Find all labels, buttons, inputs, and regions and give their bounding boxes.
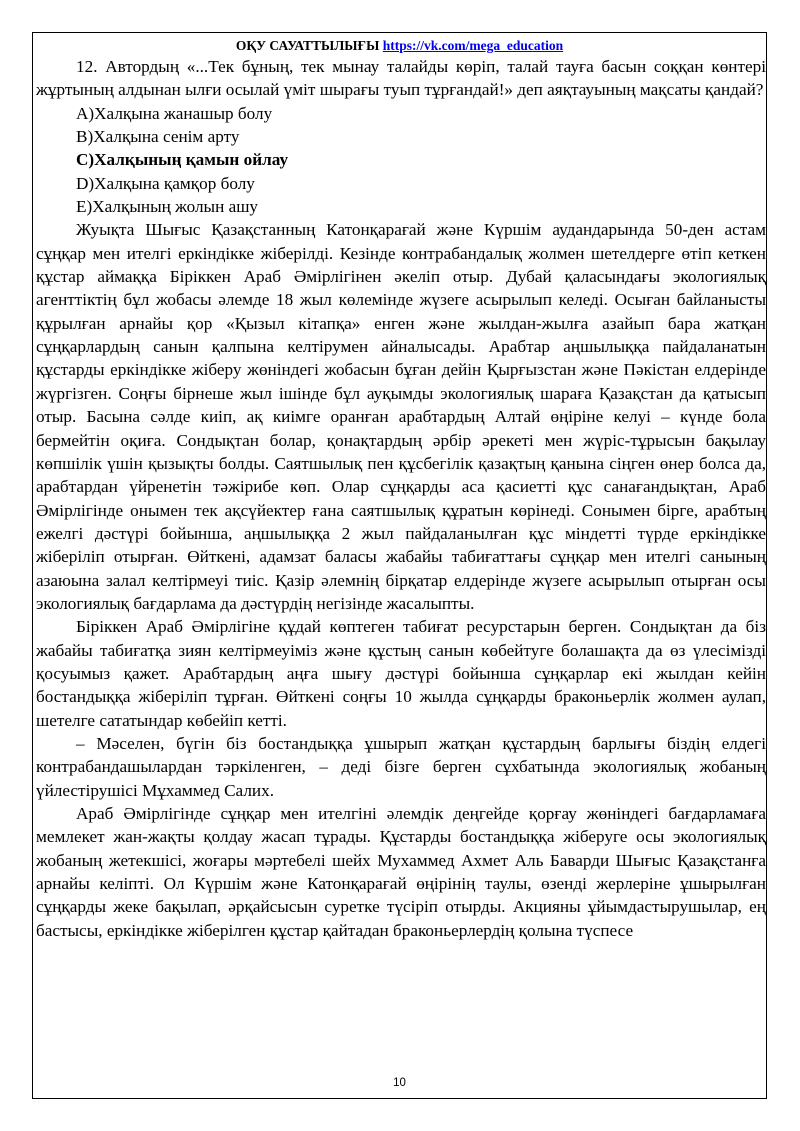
- header-title: ОҚУ САУАТТЫЛЫҒЫ: [235, 38, 380, 53]
- paragraph-3: – Мәселен, бүгін біз бостандыққа ұшырып жатқан құстардың барлығы біздің елдегі контрабандашылардан тәркіленген, – деді бізге берген сұхбатында экологиялық жобаның үйлестірушісі Мұхаммед Салих.: [36, 733, 766, 800]
- header-link[interactable]: https://vk.com/mega_education: [382, 38, 564, 53]
- paragraph-4: Араб Әмірлігінде сұңқар мен ителгіні әлемдік деңгейде қорғау жөніндегі бағдарламаға мемлекет жан-жақты қолдау жасап тұрады. Құстарды бостандыққа жіберуге осы экологиялық жобаның жетекшісі, жоғары мәртебелі шейх Мухаммед Ахмет Аль Баварди Шығыс Қазақстанға арнайы келіпті. Ол Күршім және Катонқарағай өңірінің таулы, өзенді жерлеріне ұшырылған сұңқарды жеке бақылап, әрқайсысын суретке түсіріп отырды. Акцияны ұйымдастырушылар, ең бастысы, еркіндікке жіберілген құстар қайтадан браконьерлердің қолына түспесе: [36, 804, 766, 940]
- page-header: [32, 38, 767, 54]
- paragraph-2: Біріккен Араб Әмірлігіне құдай көптеген табиғат ресурстарын берген. Сондықтан да біз жабайы табиғатқа зиян келтірмеуіміз және құстың санын көбейтуге болашақта да өз үлесімізді қосуымыз қажет. Арабтардың аңға шығу дәстүрі бойынша сұңқарлар екі жылдан кейін бостандыққа жіберіліп тұрған. Өйткені соңғы 10 жылда сұңқарды браконьерлік жолмен аулап, шетелге сататындар көбейіп кетті.: [36, 617, 766, 730]
- paragraph-1: Жуықта Шығыс Қазақстанның Катонқарағай және Күршім аудандарында 50-ден астам сұңқар мен ителгі еркіндікке жіберілді. Кезінде контрабандалық жолмен шетелдерге өтіп кеткен құстар аймаққа Біріккен Араб Әмірлігінен әкеліп отыр. Дубай қаласындағы экологиялық агенттіктің бұл жобасы әлемде 18 жыл көлемінде жүзеге асырылып келеді. Осыған байланысты құрылған арнайы қор «Қызыл кітапқа» енген және жылдан-жылға азайып бара жатқан сұңқарлардың санын қалпына келтірумен айналысады. Арабтар аңшылыққа пайдаланатын құстарды еркіндікке жіберу жөніндегі жобасын бұған дейін Қырғызстан және Пәкістан елдерінде жүргізген. Соңғы бірнеше жыл ішінде бұл ауқымды экологиялық шараға Қазақстан да қатысып отыр. Басына сәлде киіп, ақ киімге оранған арабтардың Алтай өңіріне келуі – күнде бола бермейтін оқиға. Сондықтан болар, қонақтардың әрбір әрекеті мен жүріс-тұрысын бақылау көпшілік үшін қызықты болды. Саятшылық пен құсбегілік қазақтың қанына сіңген өнер болса да, арабтардан үйренетін тәжірибе көп. Олар сұңқарды аса қасиетті құс санағандықтан, Араб Әмірлігінде онымен тек ақсүйектер ғана саятшылық құратын көрінеді. Сонымен бірге, арабтың ежелгі дәстүрі бойынша, аңшылыққа 2 жыл пайдаланылған құс міндетті түрде еркіндікке жіберіліп отырған. Өйткені, адамзат баласы жабайы табиғаттағы сұңқар мен ителгі санының азаюына залал келтірмеуі тиіс. Қазір әлемнің бірқатар елдерінде жүзеге асырылып отырған осы экологиялық бағдарлама да дәстүрдің негізінде жасалыпты.: [36, 220, 766, 613]
- option-e: Е)Халқының жолын ашу: [76, 197, 259, 217]
- option-b: В)Халқына сенім арту: [76, 127, 240, 147]
- document-body: [36, 55, 766, 942]
- question-text: 12. Автордың «...Тек бұның, тек мынау талайды көріп, талай тауға басын соққан көнтері жұртының алдынан ылғи осылай үміт шырағы туып тұрғандай!» деп аяқтауының мақсаты қандай?: [36, 57, 766, 100]
- option-d: D)Халқына қамқор болу: [76, 173, 255, 193]
- option-a: А)Халқына жанашыр болу: [76, 103, 273, 123]
- page-number: 10: [393, 1077, 406, 1089]
- option-c-correct: С)Халқының қамын ойлау: [76, 150, 289, 170]
